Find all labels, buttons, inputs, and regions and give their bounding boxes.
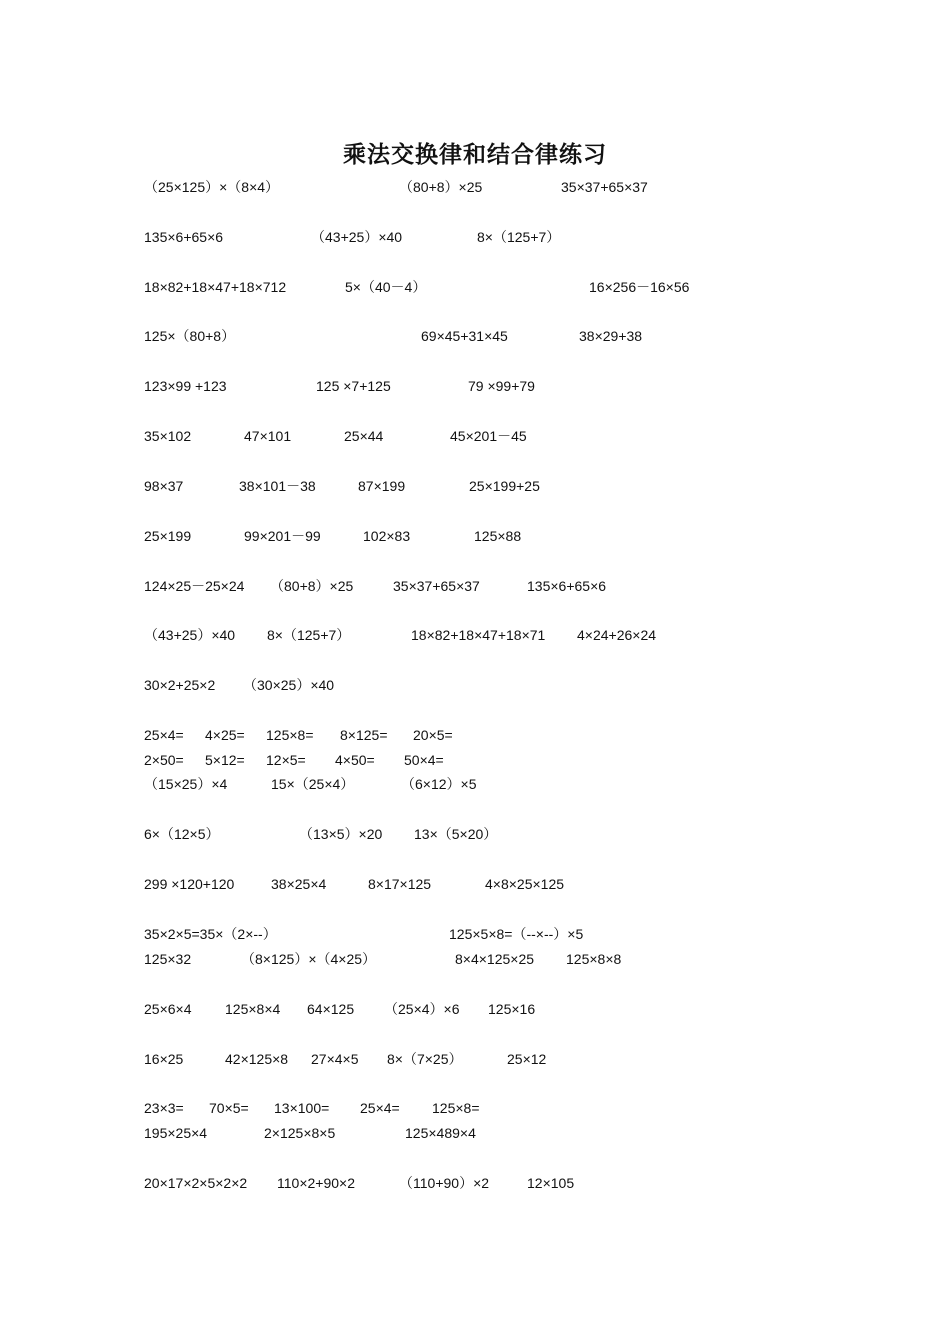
exercise-expression: 110×2+90×2: [277, 1175, 355, 1191]
exercise-expression: （110+90）×2: [399, 1175, 490, 1191]
exercise-expression: 5×12=: [205, 752, 245, 768]
exercise-expression: 6×（12×5）: [144, 826, 220, 842]
exercise-expression: （30×25）×40: [243, 677, 335, 693]
exercise-expression: 2×125×8×5: [264, 1125, 336, 1141]
exercise-expression: 13×（5×20）: [414, 826, 498, 842]
exercise-expression: 13×100=: [274, 1100, 330, 1116]
exercise-line: [0, 177, 950, 197]
exercise-expression: 42×125×8: [225, 1051, 289, 1067]
exercise-expression: 25×6×4: [144, 1001, 192, 1017]
exercise-expression: 50×4=: [404, 752, 444, 768]
exercise-expression: （43+25）×40: [311, 229, 403, 245]
exercise-expression: 2×50=: [144, 752, 184, 768]
exercise-expression: 8×125=: [340, 727, 388, 743]
exercise-expression: 20×5=: [413, 727, 453, 743]
exercise-expression: （80+8）×25: [399, 179, 483, 195]
exercise-expression: 35×37+65×37: [393, 578, 480, 594]
exercise-expression: 8×4×125×25: [455, 951, 535, 967]
exercise-line: [0, 1173, 950, 1193]
exercise-expression: 125×5×8=（--×--）×5: [449, 926, 584, 942]
exercise-line: [0, 227, 950, 247]
exercise-expression: 99×201－99: [244, 528, 321, 544]
exercise-expression: 125×32: [144, 951, 192, 967]
exercise-line: [0, 774, 950, 794]
exercise-expression: 135×6+65×6: [144, 229, 224, 245]
exercise-expression: 125×8×4: [225, 1001, 281, 1017]
exercise-expression: 125×88: [474, 528, 522, 544]
exercise-expression: 27×4×5: [311, 1051, 359, 1067]
exercise-expression: 25×199+25: [469, 478, 540, 494]
exercise-expression: 4×50=: [335, 752, 375, 768]
exercise-line: [0, 675, 950, 695]
exercise-expression: （8×125）×（4×25）: [241, 951, 377, 967]
exercise-expression: 16×25: [144, 1051, 184, 1067]
exercise-expression: 23×3=: [144, 1100, 184, 1116]
exercise-line: [0, 1123, 950, 1143]
exercise-expression: 5×（40－4）: [345, 279, 427, 295]
page-title: 乘法交换律和结合律练习: [343, 141, 607, 168]
exercise-expression: 70×5=: [209, 1100, 249, 1116]
exercise-expression: 8×17×125: [368, 876, 432, 892]
exercise-expression: 124×25－25×24: [144, 578, 245, 594]
exercise-expression: 125×8×8: [566, 951, 622, 967]
exercise-expression: 47×101: [244, 428, 292, 444]
exercise-expression: 30×2+25×2: [144, 677, 216, 693]
exercise-expression: 38×29+38: [579, 328, 643, 344]
exercise-line: [0, 750, 950, 770]
exercise-line: [0, 1098, 950, 1118]
exercise-expression: 15×（25×4）: [271, 776, 355, 792]
exercise-expression: 125×8=: [266, 727, 314, 743]
exercise-expression: 25×4=: [360, 1100, 400, 1116]
exercise-expression: 16×256－16×56: [589, 279, 690, 295]
exercise-expression: 45×201－45: [450, 428, 527, 444]
exercise-line: [0, 476, 950, 496]
exercise-expression: 125 ×7+125: [316, 378, 391, 394]
exercise-expression: 12×105: [527, 1175, 575, 1191]
exercise-expression: 4×25=: [205, 727, 245, 743]
exercise-line: [0, 426, 950, 446]
exercise-expression: 195×25×4: [144, 1125, 208, 1141]
exercise-line: [0, 376, 950, 396]
exercise-line: [0, 824, 950, 844]
exercise-line: [0, 326, 950, 346]
exercise-expression: 38×25×4: [271, 876, 327, 892]
exercise-line: [0, 949, 950, 969]
exercise-line: [0, 874, 950, 894]
exercise-expression: 35×2×5=35×（2×--）: [144, 926, 277, 942]
exercise-expression: 35×102: [144, 428, 192, 444]
exercise-expression: （13×5）×20: [299, 826, 383, 842]
exercise-expression: 299 ×120+120: [144, 876, 235, 892]
exercise-expression: 98×37: [144, 478, 184, 494]
exercise-expression: 135×6+65×6: [527, 578, 607, 594]
exercise-line: [0, 924, 950, 944]
exercise-expression: 64×125: [307, 1001, 355, 1017]
exercise-expression: 79 ×99+79: [468, 378, 535, 394]
exercise-expression: 12×5=: [266, 752, 306, 768]
exercise-line: [0, 625, 950, 645]
exercise-expression: 8×（7×25）: [387, 1051, 463, 1067]
exercise-expression: 125×8=: [432, 1100, 480, 1116]
exercise-expression: （43+25）×40: [144, 627, 236, 643]
exercise-expression: （25×125）×（8×4）: [144, 179, 280, 195]
exercise-expression: （25×4）×6: [384, 1001, 460, 1017]
exercise-expression: 25×44: [344, 428, 384, 444]
exercise-expression: 4×24+26×24: [577, 627, 657, 643]
exercise-expression: 125×16: [488, 1001, 536, 1017]
exercise-expression: 125×489×4: [405, 1125, 476, 1141]
exercise-expression: 25×199: [144, 528, 192, 544]
exercise-expression: （80+8）×25: [270, 578, 354, 594]
exercise-expression: 69×45+31×45: [421, 328, 508, 344]
exercise-expression: 4×8×25×125: [485, 876, 565, 892]
exercise-expression: （15×25）×4: [144, 776, 228, 792]
exercise-expression: 123×99 +123: [144, 378, 227, 394]
exercise-expression: 35×37+65×37: [561, 179, 648, 195]
exercise-line: [0, 526, 950, 546]
exercise-expression: 125×（80+8）: [144, 328, 236, 344]
exercise-expression: 8×（125+7）: [477, 229, 561, 245]
exercise-expression: 18×82+18×47+18×71: [411, 627, 546, 643]
exercise-expression: 87×199: [358, 478, 406, 494]
exercise-line: [0, 725, 950, 745]
exercise-expression: 18×82+18×47+18×712: [144, 279, 287, 295]
exercise-line: [0, 277, 950, 297]
exercise-expression: 25×4=: [144, 727, 184, 743]
exercise-expression: 8×（125+7）: [267, 627, 351, 643]
exercise-line: [0, 999, 950, 1019]
exercise-expression: （6×12）×5: [401, 776, 477, 792]
exercise-line: [0, 1049, 950, 1069]
exercise-line: [0, 576, 950, 596]
exercise-expression: 38×101－38: [239, 478, 316, 494]
exercise-expression: 25×12: [507, 1051, 547, 1067]
exercise-expression: 20×17×2×5×2×2: [144, 1175, 248, 1191]
exercise-expression: 102×83: [363, 528, 411, 544]
